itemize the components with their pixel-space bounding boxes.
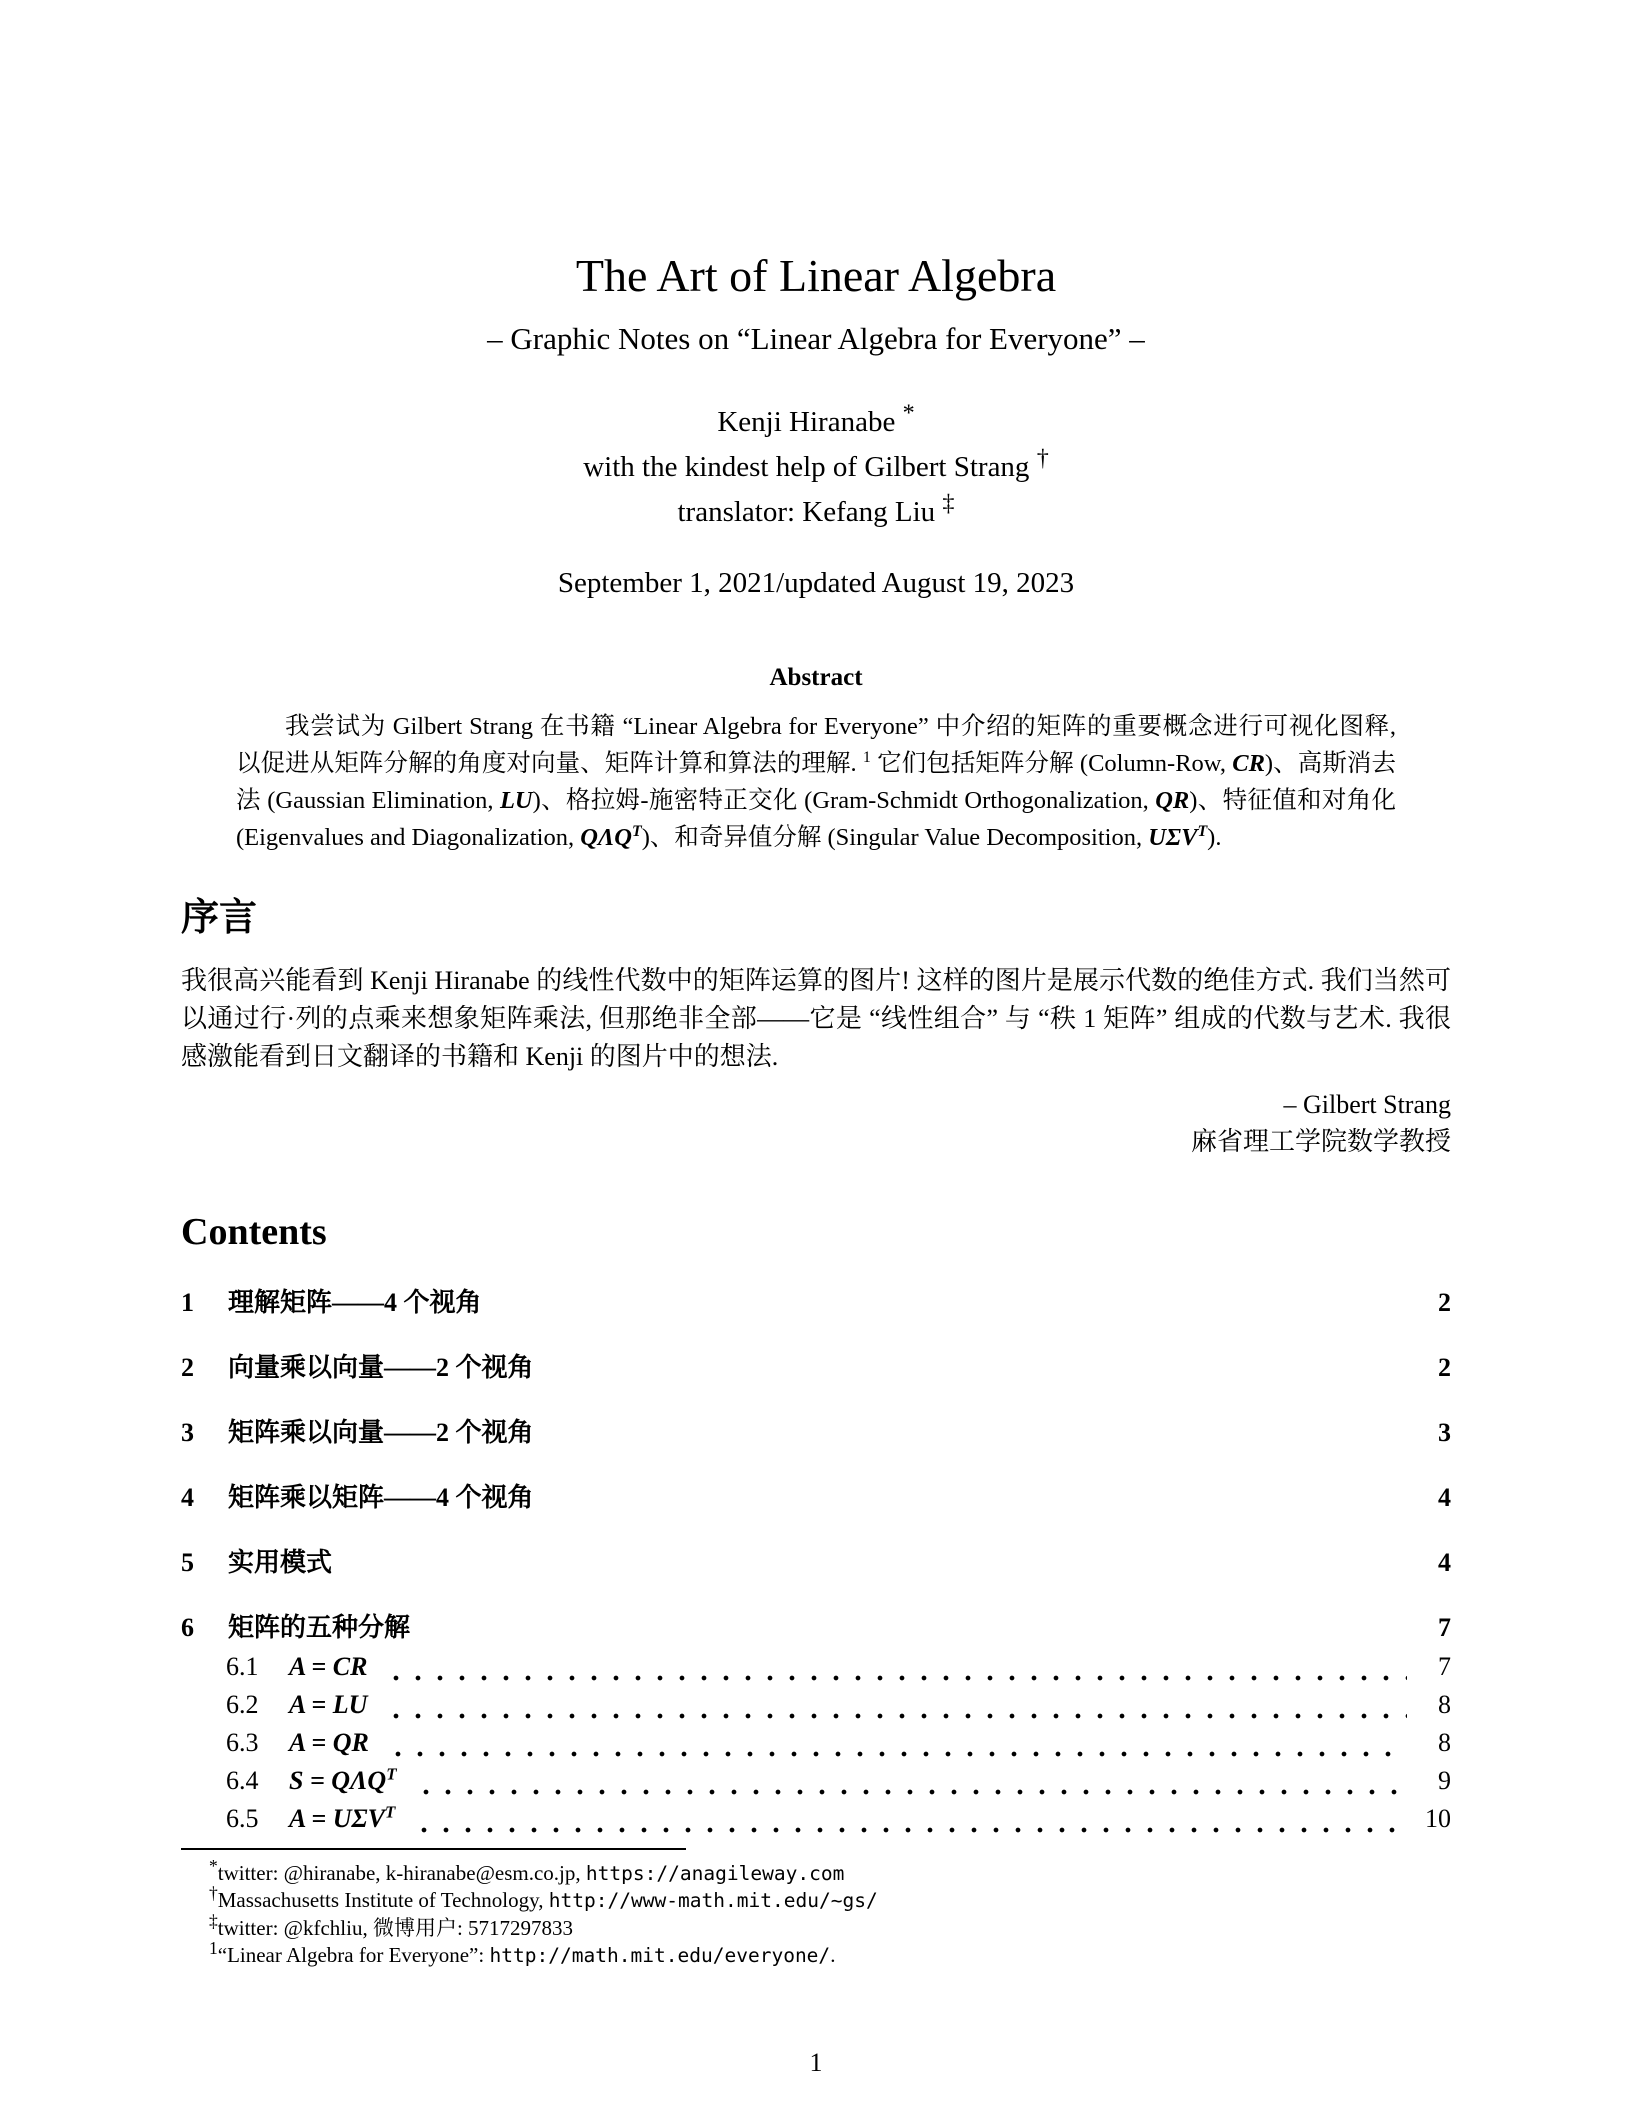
text-segment: . (830, 1943, 836, 1968)
text-segment: 理解矩阵——4 个视角 (228, 1287, 482, 1317)
footnote-text (218, 1888, 878, 1912)
contents-heading: Contents (181, 1211, 327, 1254)
text-segment: )、特征值和对角化 (Eigenvalues and Diagonalization, (236, 787, 1403, 852)
toc-spacer (552, 1421, 1407, 1449)
text-segment: T (631, 823, 642, 841)
text-segment: 我尝试为 Gilbert Strang 在书籍 “Linear Algebra for Everyone” 中介绍的矩阵的重要概念进行可视化图释, 以促进从矩阵分解的角度对向量、矩阵计算和算法的理解. (236, 713, 1403, 778)
contents-section (181, 1212, 1451, 1834)
footnote-text (218, 1916, 573, 1940)
text-segment: A (289, 1727, 305, 1757)
toc-page-number: 8 (1438, 1689, 1451, 1719)
toc-page-number: 3 (1438, 1417, 1451, 1447)
preface-body: 我很高兴能看到 Kenji Hiranabe 的线性代数中的矩阵运算的图片! 这样的图片是展示代数的绝佳方式. 我们当然可以通过行·列的点乘来想象矩阵乘法, 但那绝非全部——它是 “线性组合” 与 “秩 1 矩阵” 组成的代数与艺术. 我很感激能看到日文翻译的书籍和 Kenji 的图片中的想法. (181, 966, 1451, 1072)
paper-title: The Art of Linear Algebra (575, 250, 1057, 301)
text-segment: Massachusetts Institute of Technology, (217, 1888, 549, 1913)
toc-number: 1 (181, 1287, 194, 1317)
text-segment: S (289, 1765, 304, 1795)
footnote-mark: * (209, 1855, 218, 1876)
page-content (181, 0, 1451, 1970)
text-segment: 它们包括矩阵分解 (Column-Row, (870, 750, 1233, 778)
text-segment: QR (332, 1727, 369, 1757)
toc-page-number: 2 (1438, 1352, 1451, 1382)
footnote-mark: ‡ (209, 1910, 218, 1931)
text-segment: QΛQ (331, 1765, 387, 1795)
text-segment: A (289, 1689, 305, 1719)
toc-number: 6.4 (226, 1765, 259, 1795)
author-block (181, 400, 1451, 535)
text-segment: 矩阵乘以矩阵——4 个视角 (228, 1482, 534, 1512)
toc-page-number: 4 (1438, 1482, 1451, 1512)
toc-spacer (552, 1356, 1407, 1384)
author-line (181, 400, 1451, 445)
footnote-line (181, 1883, 1451, 1915)
toc-title (289, 1652, 367, 1682)
toc-dot-leaders (385, 1692, 1407, 1720)
text-segment: )、高斯消去法 (Gaussian Elimination, (236, 750, 1396, 815)
footnote-mark: † (209, 1883, 218, 1904)
toc-entry-1[interactable] (181, 1282, 1451, 1319)
text-segment: ). (1207, 824, 1222, 852)
text-segment: = (303, 1765, 332, 1795)
url-link[interactable]: http://math.mit.edu/everyone/ (489, 1944, 831, 1968)
footnote-text (218, 1861, 845, 1885)
toc-entry-6-5[interactable] (181, 1804, 1451, 1834)
toc-title (228, 1607, 410, 1644)
text-segment: )、格拉姆-施密特正交化 (Gram-Schmidt Orthogonalization, (532, 787, 1156, 815)
toc-title (289, 1804, 395, 1834)
toc-number: 4 (181, 1482, 194, 1512)
signature-title: 麻省理工学院数学教授 (1190, 1127, 1451, 1157)
text-segment: )、和奇异值分解 (Singular Value Decomposition, (641, 824, 1149, 852)
text-segment: CR (332, 1651, 368, 1681)
footnote-mark: 1 (209, 1938, 218, 1959)
toc-entry-6-3[interactable] (181, 1728, 1451, 1758)
text-segment: = (304, 1689, 333, 1719)
toc-entry-6-1[interactable] (181, 1652, 1451, 1682)
toc-number: 3 (181, 1417, 194, 1447)
author-name: with the kindest help of Gilbert Strang (583, 451, 1037, 484)
preface-section (181, 898, 1451, 1160)
text-segment: T (384, 1802, 396, 1822)
signature-block (181, 1086, 1451, 1160)
footnote-mark-ref: ‡ (942, 489, 955, 517)
text-segment: 实用模式 (228, 1547, 333, 1577)
text-segment: T (1197, 823, 1208, 841)
toc-number: 6.3 (226, 1727, 259, 1757)
text-segment: QΛQ (580, 824, 632, 852)
toc-title (289, 1728, 369, 1758)
url-link[interactable]: http://www-math.mit.edu/~gs/ (548, 1889, 878, 1913)
toc-number: 6.1 (226, 1651, 259, 1681)
toc-page-number: 2 (1438, 1287, 1451, 1317)
footnote-line (181, 1855, 1451, 1888)
footnote-mark-ref: † (1036, 444, 1049, 472)
text-segment: = (304, 1803, 333, 1833)
text-segment: twitter: @kfchliu, 微博用户: 5717297833 (217, 1915, 574, 1940)
toc-page-number: 7 (1438, 1651, 1451, 1681)
toc-entry-6[interactable] (181, 1607, 1451, 1644)
text-segment: UΣV (1148, 824, 1198, 852)
text-segment: 矩阵乘以向量——2 个视角 (228, 1417, 534, 1447)
toc-title (228, 1282, 482, 1319)
text-segment: 向量乘以向量——2 个视角 (228, 1352, 534, 1382)
toc-title (228, 1347, 534, 1384)
author-name: translator: Kefang Liu (677, 496, 943, 529)
toc-entry-5[interactable] (181, 1542, 1451, 1579)
toc-number: 2 (181, 1352, 194, 1382)
toc-title (228, 1542, 332, 1579)
abstract-body (236, 708, 1403, 856)
toc-entry-4[interactable] (181, 1477, 1451, 1514)
toc-entry-3[interactable] (181, 1412, 1451, 1449)
paper-subtitle: – Graphic Notes on “Linear Algebra for Everyone” – (487, 321, 1145, 357)
text-segment: “Linear Algebra for Everyone”: (217, 1943, 490, 1968)
toc-spacer (500, 1291, 1407, 1319)
text-segment: A (289, 1803, 305, 1833)
toc-spacer (350, 1551, 1407, 1579)
page-number: 1 (809, 2048, 823, 2077)
date-line: September 1, 2021/updated August 19, 2023 (557, 567, 1075, 600)
text-segment: UΣV (332, 1803, 385, 1833)
toc-dot-leaders (385, 1654, 1407, 1682)
text-segment: twitter: @hiranabe, k-hiranabe@esm.co.jp, (217, 1860, 586, 1885)
text-segment: 1 (862, 749, 871, 767)
toc-spacer (428, 1616, 1407, 1644)
toc-dot-leaders (413, 1806, 1407, 1834)
footnote-line (181, 1910, 1451, 1943)
author-name: Kenji Hiranabe (717, 406, 903, 439)
text-segment: T (386, 1764, 397, 1784)
toc-number: 5 (181, 1547, 194, 1577)
toc-number: 6.2 (226, 1689, 259, 1719)
toc-page-number: 4 (1438, 1547, 1451, 1577)
text-segment: QR (1155, 787, 1190, 815)
author-line (181, 445, 1451, 490)
toc-spacer (552, 1486, 1407, 1514)
toc-page-number: 7 (1438, 1612, 1451, 1642)
toc-entry-6-2[interactable] (181, 1690, 1451, 1720)
footnote-rule (181, 1848, 686, 1850)
table-of-contents (181, 1282, 1451, 1834)
footnote-mark-ref: * (902, 399, 915, 427)
toc-title (228, 1477, 534, 1514)
footnote-line (181, 1938, 1451, 1970)
preface-heading: 序言 (181, 897, 258, 940)
text-segment: 矩阵的五种分解 (228, 1612, 411, 1642)
footnote-block (181, 1855, 1451, 1970)
toc-entry-2[interactable] (181, 1347, 1451, 1384)
footnotes-section (181, 1848, 1451, 1970)
toc-title (289, 1690, 367, 1720)
footnote-text (218, 1943, 836, 1967)
url-link[interactable]: https://anagileway.com (585, 1861, 845, 1885)
text-segment: A (289, 1651, 305, 1681)
toc-number: 6.5 (226, 1803, 259, 1833)
text-segment: = (304, 1727, 333, 1757)
abstract-heading: Abstract (769, 664, 863, 692)
toc-dot-leaders (415, 1768, 1407, 1796)
author-line (181, 490, 1451, 535)
text-segment: = (304, 1651, 333, 1681)
toc-page-number: 8 (1438, 1727, 1451, 1757)
toc-number: 6 (181, 1612, 194, 1642)
text-segment: LU (499, 787, 533, 815)
toc-page-number: 9 (1438, 1765, 1451, 1795)
toc-entry-6-4[interactable] (181, 1766, 1451, 1796)
text-segment: LU (332, 1689, 368, 1719)
text-segment: CR (1232, 750, 1265, 778)
toc-page-number: 10 (1425, 1803, 1451, 1833)
signature-name: – Gilbert Strang (1283, 1090, 1451, 1120)
toc-title (228, 1412, 534, 1449)
abstract-section (181, 664, 1451, 856)
toc-title (289, 1766, 397, 1796)
toc-dot-leaders (387, 1730, 1407, 1758)
